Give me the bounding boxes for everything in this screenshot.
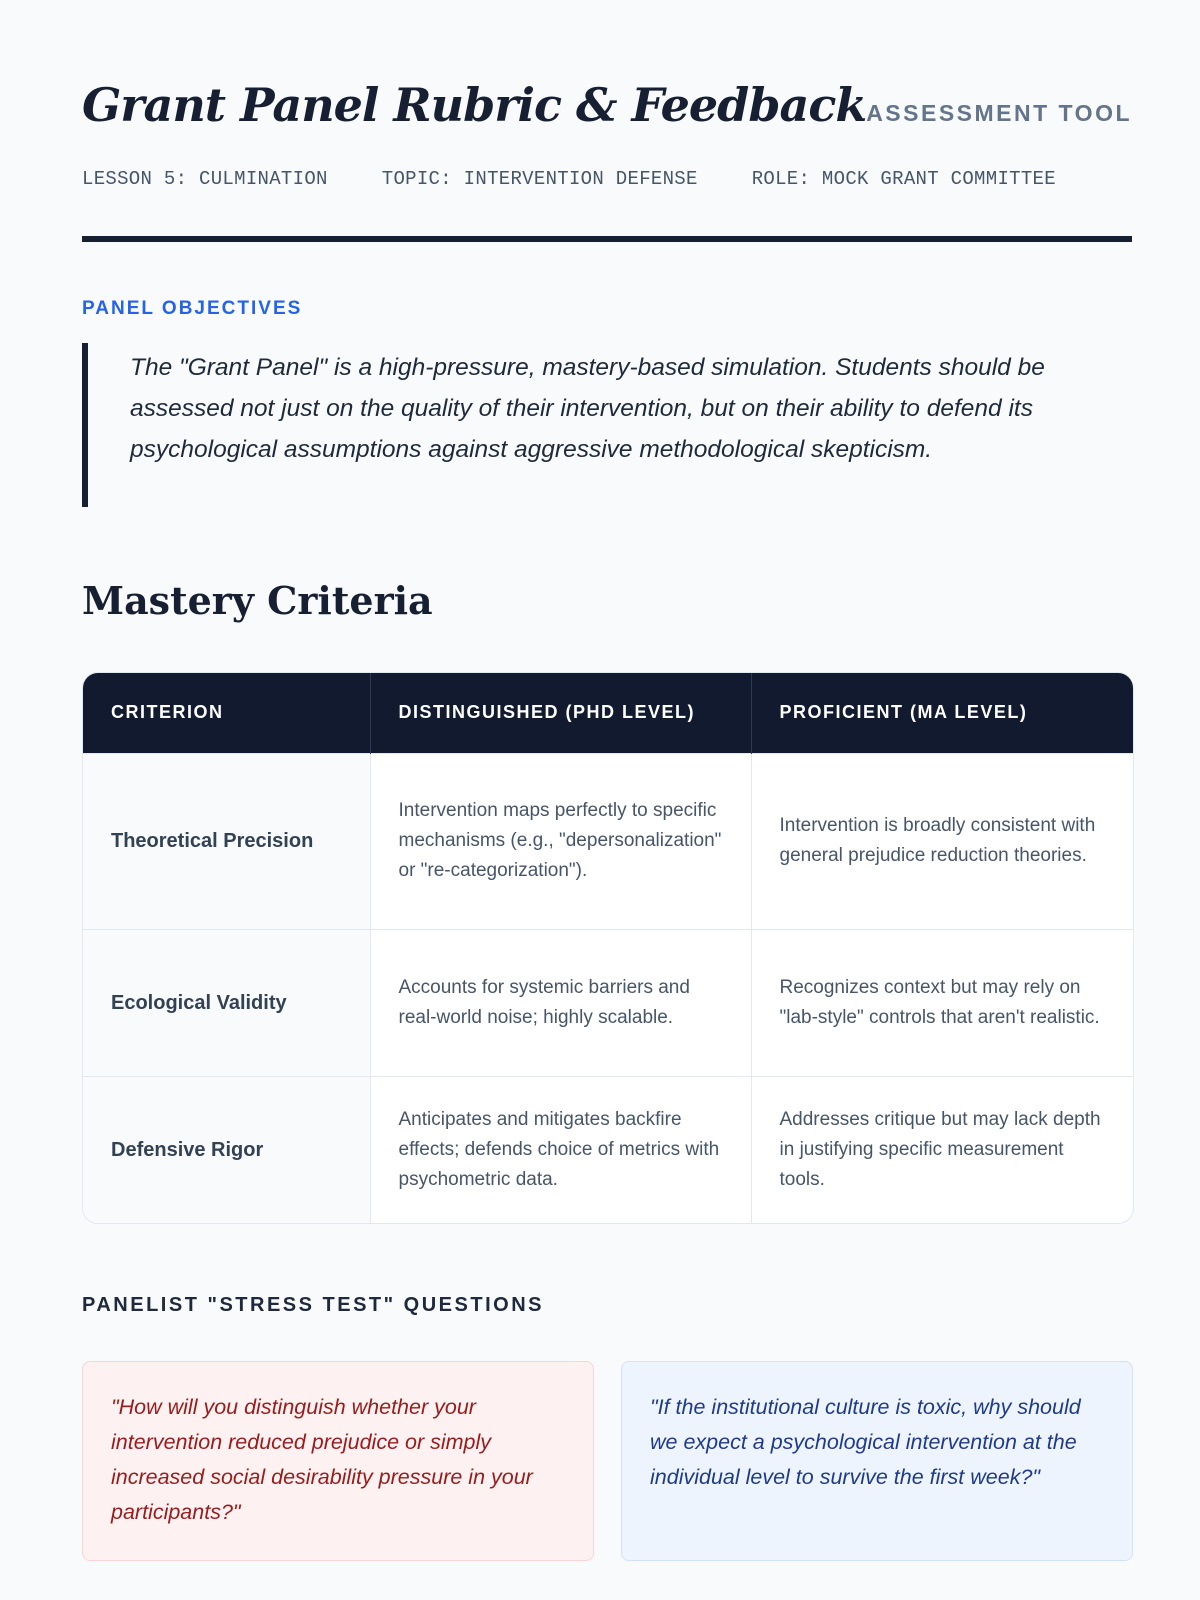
distinguished-cell: Accounts for systemic barriers and real-world noise; highly scalable. bbox=[370, 929, 751, 1076]
column-header-proficient: PROFICIENT (MA LEVEL) bbox=[751, 673, 1133, 753]
page-title: Grant Panel Rubric & Feedback bbox=[82, 78, 867, 132]
column-header-distinguished: DISTINGUISHED (PHD LEVEL) bbox=[370, 673, 751, 753]
criteria-table bbox=[82, 672, 1134, 1224]
proficient-cell: Recognizes context but may rely on "lab-style" controls that aren't realistic. bbox=[751, 929, 1133, 1076]
stress-question-text: "If the institutional culture is toxic, why should we expect a psychological intervention at the individual level to survive the first week?" bbox=[650, 1395, 1081, 1489]
criteria-heading: Mastery Criteria bbox=[82, 578, 433, 623]
lesson-meta: LESSON 5: CULMINATION bbox=[82, 168, 328, 190]
stress-question-text: "How will you distinguish whether your intervention reduced prejudice or simply increased social desirability pressure in your participants?" bbox=[111, 1395, 533, 1524]
table-header-row bbox=[83, 673, 1133, 753]
table-row bbox=[83, 929, 1133, 1076]
distinguished-cell: Anticipates and mitigates backfire effects; defends choice of metrics with psychometric data. bbox=[370, 1076, 751, 1223]
objectives-label: PANEL OBJECTIVES bbox=[82, 298, 303, 319]
stress-test-label: PANELIST "STRESS TEST" QUESTIONS bbox=[82, 1294, 544, 1316]
table-row bbox=[83, 753, 1133, 929]
topic-meta: TOPIC: INTERVENTION DEFENSE bbox=[381, 168, 698, 190]
criterion-cell: Theoretical Precision bbox=[83, 753, 370, 929]
stress-question-card bbox=[621, 1361, 1133, 1561]
objectives-quote bbox=[82, 343, 1132, 507]
document-type-tag: ASSESSMENT TOOL bbox=[866, 100, 1133, 126]
criterion-cell: Defensive Rigor bbox=[83, 1076, 370, 1223]
distinguished-cell: Intervention maps perfectly to specific mechanisms (e.g., "depersonalization" or "re-categorization"). bbox=[370, 753, 751, 929]
stress-question-card bbox=[82, 1361, 594, 1561]
meta-row bbox=[82, 168, 1056, 190]
role-meta: ROLE: MOCK GRANT COMMITTEE bbox=[751, 168, 1056, 190]
table-row bbox=[83, 1076, 1133, 1223]
header bbox=[82, 78, 1132, 132]
header-divider bbox=[82, 236, 1132, 242]
criterion-cell: Ecological Validity bbox=[83, 929, 370, 1076]
objectives-text: The "Grant Panel" is a high-pressure, mastery-based simulation. Students should be assessed not just on the quality of their intervention, but on their ability to defend its psychological assumptions against aggressive methodological skepticism. bbox=[130, 354, 1045, 463]
proficient-cell: Addresses critique but may lack depth in justifying specific measurement tools. bbox=[751, 1076, 1133, 1223]
column-header-criterion: CRITERION bbox=[83, 673, 370, 753]
proficient-cell: Intervention is broadly consistent with general prejudice reduction theories. bbox=[751, 753, 1133, 929]
